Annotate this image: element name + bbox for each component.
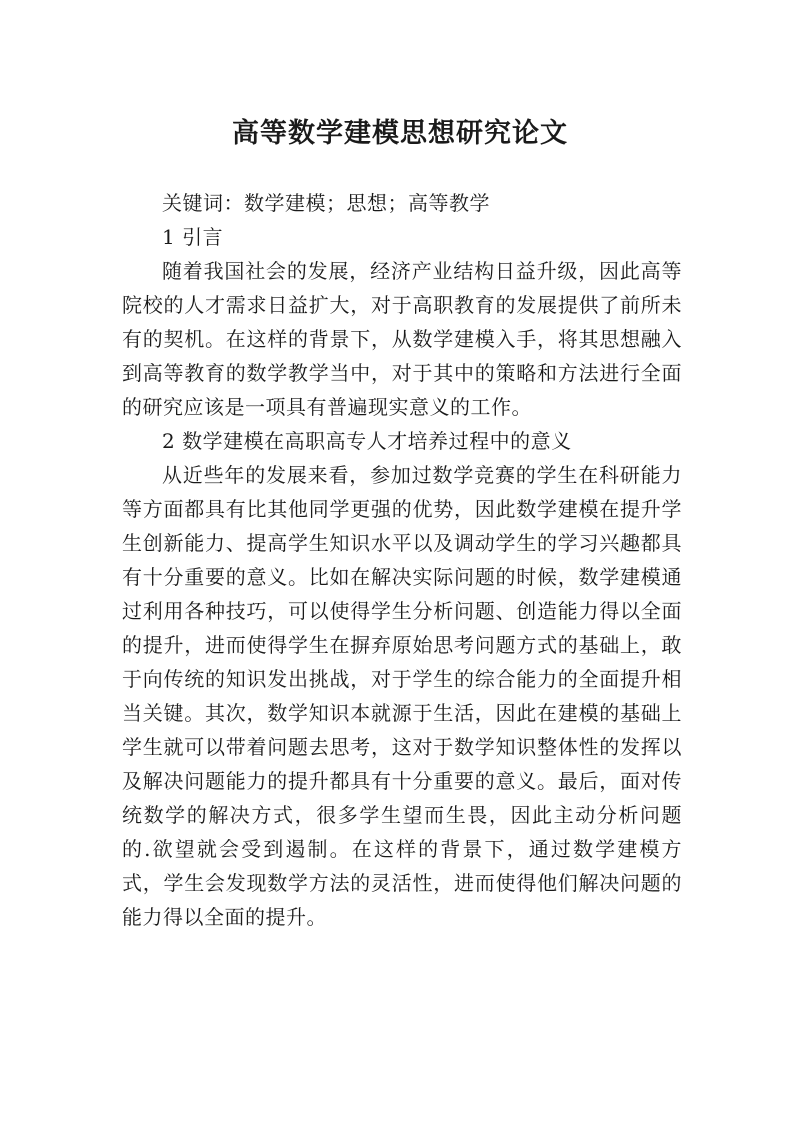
section-heading-significance: 2 数学建模在高职高专人才培养过程中的意义 bbox=[162, 429, 572, 453]
body-paragraph: 随着我国社会的发展，经济产业结构日益升级，因此高等院校的人才需求日益扩大，对于高职教育的发展提供了前所未有的契机。在这样的背景下，从数学建模入手，将其思想融入到高等教育的数学教学当中，对于其中的策略和方法进行全面的研究应该是一项具有普遍现实意义的工作。 bbox=[122, 259, 682, 419]
keywords-line: 关键词：数学建模；思想；高等教学 bbox=[162, 191, 490, 215]
document-body bbox=[122, 186, 682, 934]
page-title: 高等数学建模思想研究论文 bbox=[232, 118, 568, 150]
section-heading-introduction: 1 引言 bbox=[162, 225, 224, 249]
body-paragraph: 从近些年的发展来看，参加过数学竞赛的学生在科研能力等方面都具有比其他同学更强的优势，因此数学建模在提升学生创新能力、提高学生知识水平以及调动学生的学习兴趣都具有十分重要的意义。比如在解决实际问题的时候，数学建模通过利用各种技巧，可以使得学生分析问题、创造能力得以全面的提升，进而使得学生在摒弃原始思考问题方式的基础上，敢于向传统的知识发出挑战，对于学生的综合能力的全面提升相当关键。其次，数学知识本就源于生活，因此在建模的基础上学生就可以带着问题去思考，这对于数学知识整体性的发挥以及解决问题能力的提升都具有十分重要的意义。最后，面对传统数学的解决方式，很多学生望而生畏，因此主动分析问题的.欲望就会受到遏制。在这样的背景下，通过数学建模方式，学生会发现数学方法的灵活性，进而使得他们解决问题的能力得以全面的提升。 bbox=[122, 463, 682, 929]
